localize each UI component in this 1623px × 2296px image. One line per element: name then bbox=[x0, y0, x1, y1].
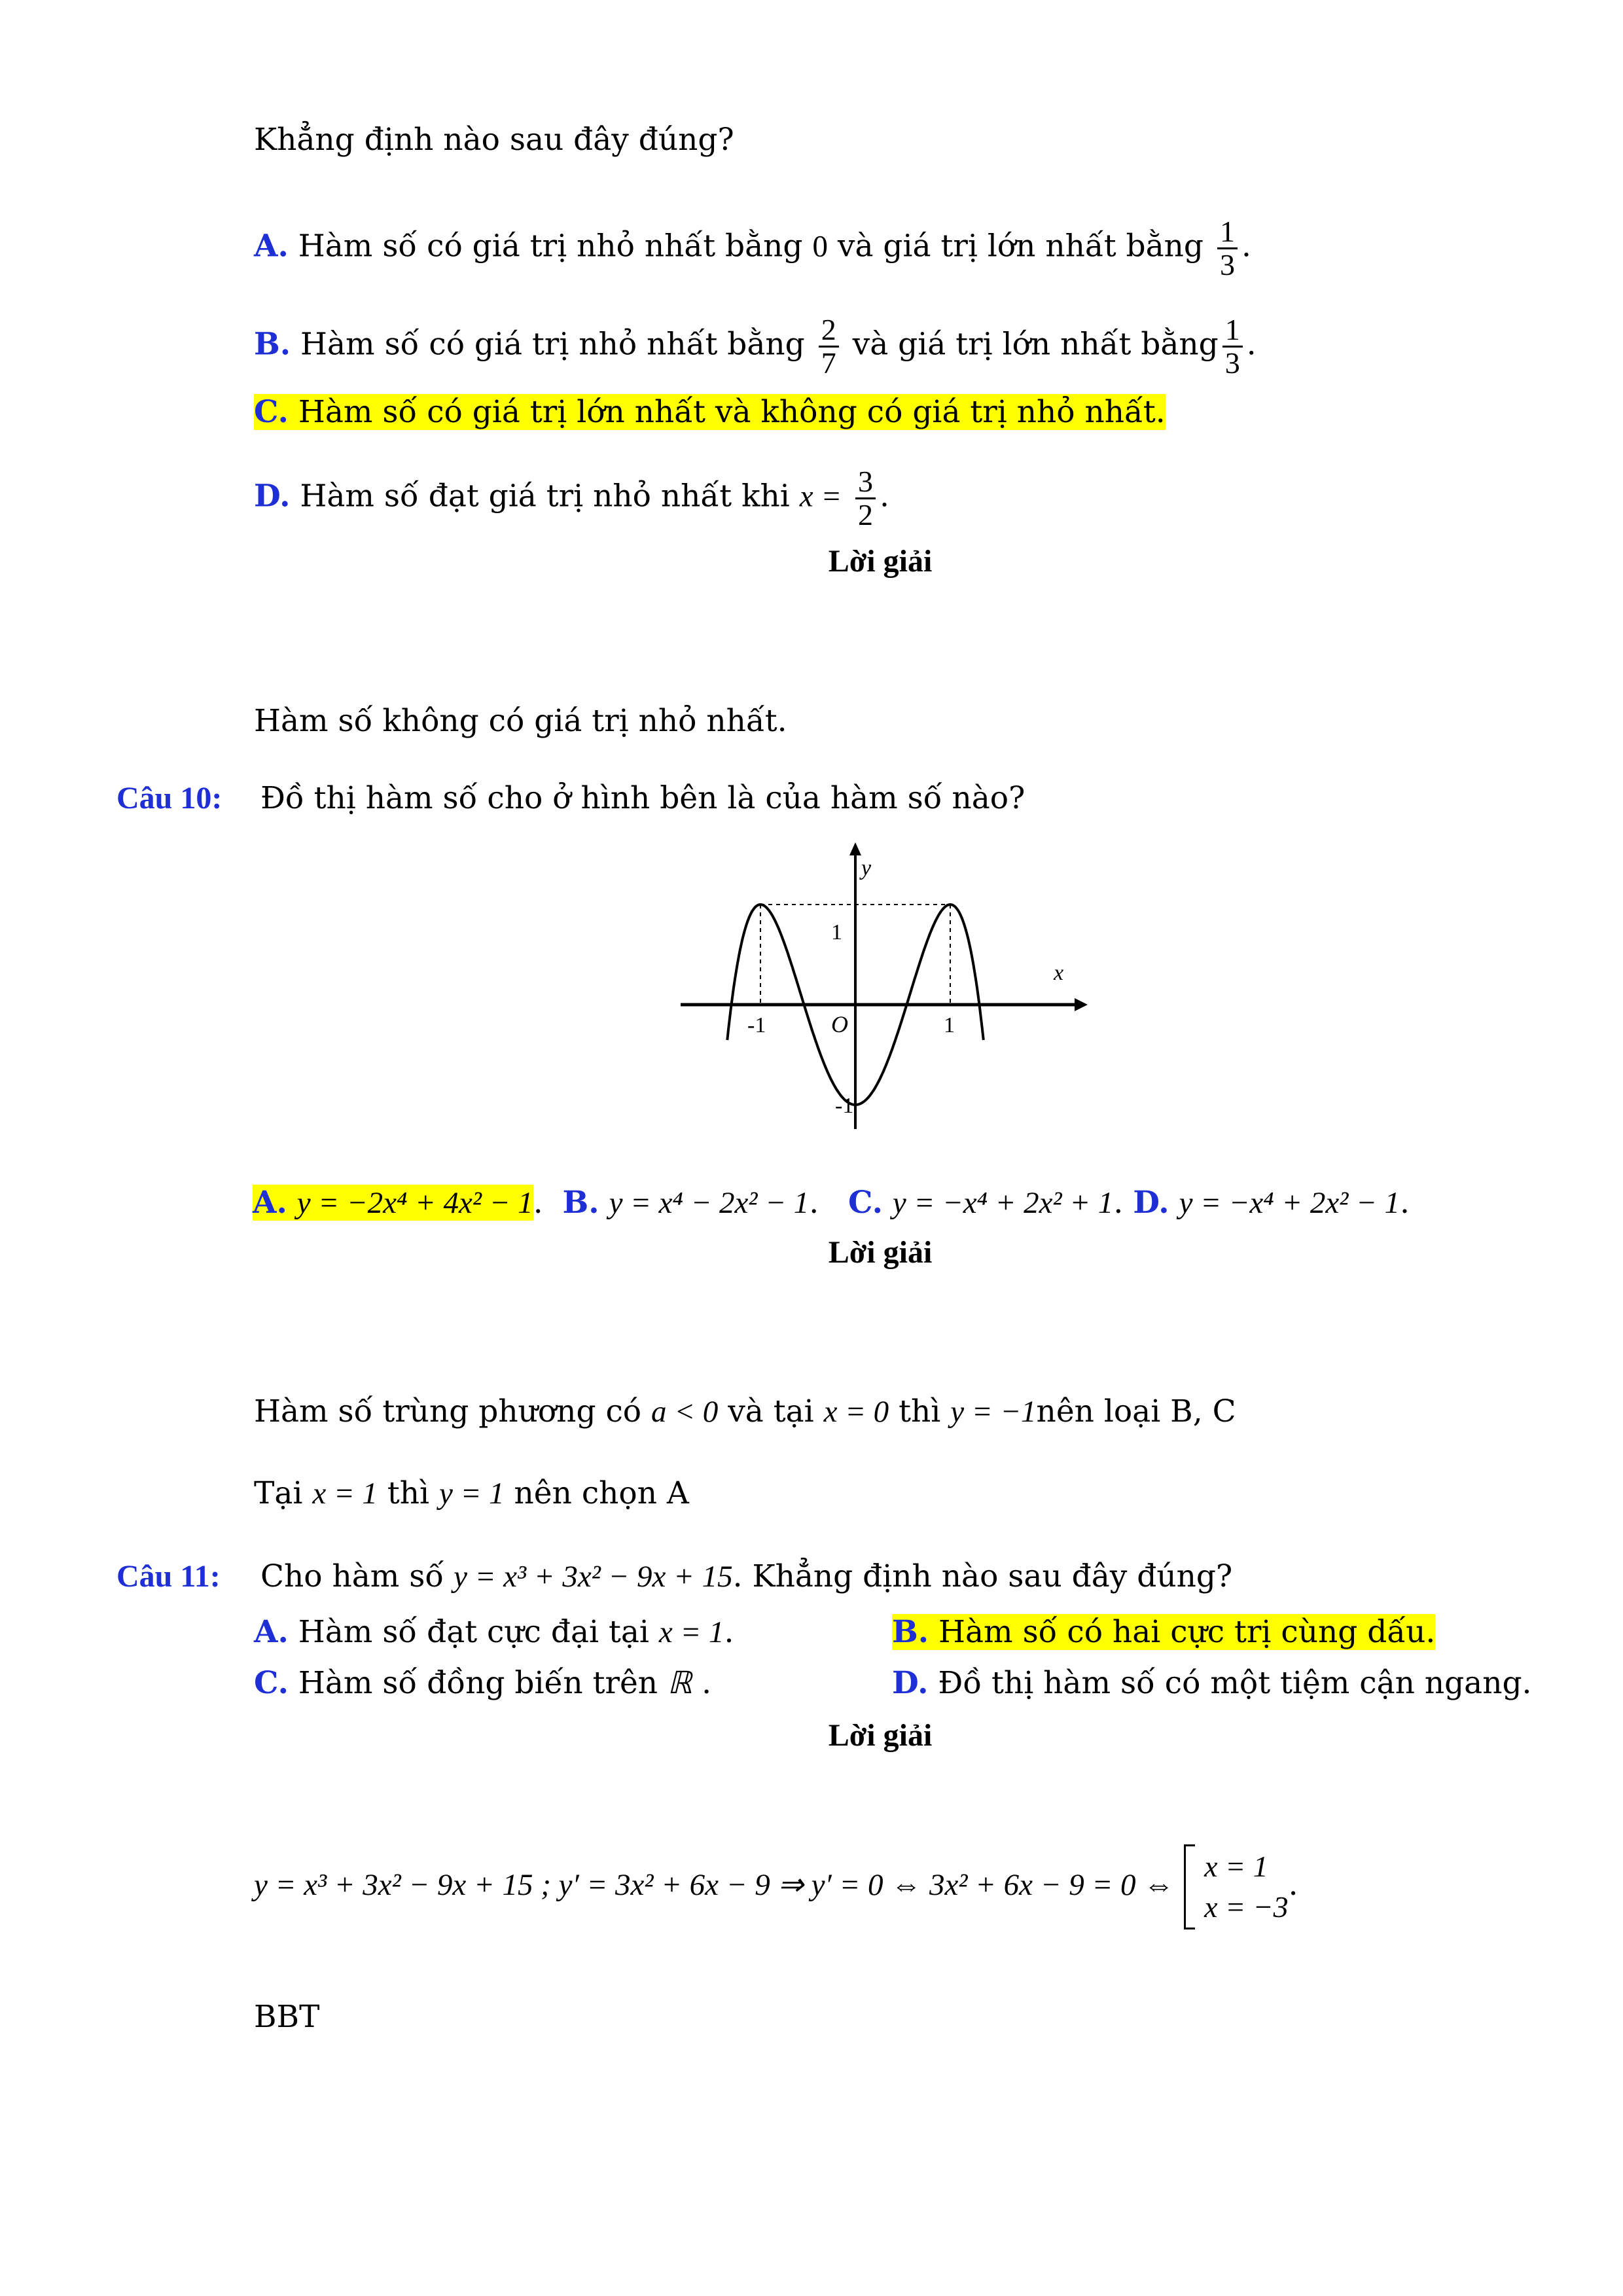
q11-case-2: x = −3 bbox=[1204, 1890, 1289, 1924]
q9-option-a[interactable]: A. Hàm số có giá trị nhỏ nhất bằng 0 và giá trị lớn nhất bằng $\frac{1}{3}$ . bbox=[254, 215, 1251, 281]
q11-prompt-pre: Cho hàm số bbox=[260, 1558, 454, 1594]
graph-y-label: y bbox=[861, 856, 872, 880]
graph-x-label: x bbox=[1054, 961, 1064, 985]
x-axis-arrow bbox=[1075, 998, 1088, 1011]
q11-solution-cases bbox=[1204, 1846, 1289, 1928]
q11-option-b-label: B. bbox=[892, 1614, 929, 1650]
q11-option-a[interactable]: A. Hàm số đạt cực đại tại x = 1. bbox=[254, 1614, 734, 1650]
q10-option-c-math: y = −x⁴ + 2x² + 1 bbox=[892, 1186, 1114, 1220]
q11-number: Câu 11: bbox=[116, 1559, 221, 1594]
q11-option-b[interactable] bbox=[892, 1611, 1435, 1653]
q9-solution-title: Lời giải bbox=[828, 544, 933, 579]
q9-prompt: Khẳng định nào sau đây đúng? bbox=[254, 122, 734, 158]
q9-option-d-text: Hàm số đạt giá trị nhỏ nhất khi bbox=[300, 478, 800, 514]
q9-option-c[interactable] bbox=[254, 391, 1166, 433]
q10-sol1-m3: y = −1 bbox=[950, 1395, 1037, 1429]
q9-solution-text: Hàm số không có giá trị nhỏ nhất. bbox=[254, 703, 787, 739]
q11-option-d-label: D. bbox=[892, 1665, 929, 1701]
q10-solution-title: Lời giải bbox=[828, 1235, 933, 1270]
q9-option-d-label: D. bbox=[254, 478, 291, 514]
q11-option-d[interactable] bbox=[892, 1662, 1532, 1704]
q11-prompt bbox=[260, 1556, 1232, 1598]
q11-option-b-text: Hàm số có hai cực trị cùng dấu. bbox=[938, 1614, 1436, 1650]
q9-option-b[interactable]: B. Hàm số có giá trị nhỏ nhất bằng $\frac{2}{7}$ và giá trị lớn nhất bằng $\frac{1}{3}$ . bbox=[254, 313, 1257, 380]
q10-option-a-label: A. bbox=[253, 1185, 287, 1221]
q10-sol1-m2: x = 0 bbox=[823, 1395, 889, 1429]
q11-option-a-label: A. bbox=[254, 1614, 289, 1650]
q11-option-c-text: Hàm số đồng biến trên bbox=[298, 1665, 668, 1701]
q9-option-a-text2: và giá trị lớn nhất bằng bbox=[837, 228, 1213, 264]
q11-option-a-math: x = 1 bbox=[658, 1615, 724, 1649]
q9-option-d[interactable]: D. Hàm số đạt giá trị nhỏ nhất khi x = $\frac{3}{2}$ . bbox=[254, 465, 889, 531]
q10-option-b-math: y = x⁴ − 2x² − 1 bbox=[609, 1186, 810, 1220]
q11-solution-title: Lời giải bbox=[828, 1718, 933, 1753]
y-axis-arrow bbox=[849, 842, 861, 855]
q10-sol2-m1: x = 1 bbox=[312, 1477, 378, 1511]
q10-sol2-t3: nên chọn A bbox=[504, 1475, 689, 1511]
q10-sol2-t1: Tại bbox=[254, 1475, 313, 1511]
q9-option-a-fraction: $\frac{1}{3}$ bbox=[1217, 216, 1238, 281]
q10-option-d-math: y = −x⁴ + 2x² − 1 bbox=[1179, 1186, 1400, 1220]
q10-option-a[interactable] bbox=[253, 1185, 533, 1221]
q9-option-b-text2: và giá trị lớn nhất bằng bbox=[852, 326, 1219, 363]
q9-option-b-fraction-max: $\frac{1}{3}$ bbox=[1222, 314, 1243, 379]
q10-number: Câu 10: bbox=[116, 781, 223, 816]
graph-x-tick-1: 1 bbox=[944, 1013, 955, 1037]
q10-sol1-t2: và tại bbox=[718, 1393, 824, 1429]
q9-option-b-fraction-min: $\frac{2}{7}$ bbox=[819, 314, 839, 379]
q9-option-d-var: x = bbox=[799, 479, 842, 514]
q9-option-a-zero: 0 bbox=[812, 229, 828, 264]
q10-options-row: A. y = −2x⁴ + 4x² − 1. B. y = x⁴ − 2x² − 1. C. y = −x⁴ + 2x² + 1. D. y = −x⁴ + 2x² − 1. bbox=[253, 1185, 1410, 1221]
q11-option-c[interactable]: C. Hàm số đồng biến trên ℝ . bbox=[254, 1665, 712, 1701]
q10-sol1-t3: thì bbox=[889, 1393, 951, 1429]
q10-option-d[interactable]: D. y = −x⁴ + 2x² − 1. bbox=[1133, 1185, 1410, 1221]
q10-solution-line1 bbox=[254, 1391, 1236, 1433]
q9-option-a-text1: Hàm số có giá trị nhỏ nhất bằng bbox=[298, 228, 813, 264]
q10-option-b-label: B. bbox=[562, 1185, 599, 1221]
q11-prompt-math: y = x³ + 3x² − 9x + 15 bbox=[454, 1560, 733, 1594]
q11-option-a-text: Hàm số đạt cực đại tại bbox=[298, 1614, 659, 1650]
q10-option-b[interactable]: B. y = x⁴ − 2x² − 1. bbox=[562, 1185, 819, 1221]
graph-y-tick-neg1: -1 bbox=[835, 1094, 854, 1118]
q11-option-c-label: C. bbox=[254, 1665, 289, 1701]
q11-bbt-label: BBT bbox=[254, 1999, 320, 2035]
q9-option-a-label: A. bbox=[254, 228, 289, 264]
graph-y-tick-1: 1 bbox=[831, 920, 842, 944]
q9-option-b-text1: Hàm số có giá trị nhỏ nhất bằng bbox=[300, 326, 815, 363]
q9-option-c-highlight bbox=[254, 394, 1166, 430]
q10-option-c-label: C. bbox=[848, 1185, 883, 1221]
q11-case-1: x = 1 bbox=[1204, 1850, 1268, 1883]
q11-option-c-math: ℝ bbox=[668, 1666, 692, 1700]
graph-x-tick-neg1: -1 bbox=[747, 1013, 766, 1037]
q9-option-b-label: B. bbox=[254, 326, 291, 363]
q11-solution-eq-main: y = x³ + 3x² − 9x + 15 ; y′ = 3x² + 6x − 9 ⇒ y′ = 0 ⇔ 3x² + 6x − 9 = 0 ⇔ bbox=[254, 1868, 1175, 1902]
q10-option-d-label: D. bbox=[1133, 1185, 1169, 1221]
q11-option-b-highlight bbox=[892, 1614, 1435, 1650]
q10-sol1-t4: nên loại B, C bbox=[1036, 1393, 1236, 1429]
q10-graph bbox=[674, 841, 1106, 1142]
system-bracket bbox=[1184, 1844, 1195, 1929]
q10-option-c[interactable]: C. y = −x⁴ + 2x² + 1. bbox=[848, 1185, 1124, 1221]
q11-option-d-text: Đồ thị hàm số có một tiệm cận ngang. bbox=[938, 1665, 1532, 1701]
q10-sol1-t1: Hàm số trùng phương có bbox=[254, 1393, 652, 1429]
q10-prompt: Đồ thị hàm số cho ở hình bên là của hàm số nào? bbox=[260, 780, 1026, 816]
q10-solution-line2 bbox=[254, 1473, 689, 1515]
q10-sol2-m2: y = 1 bbox=[439, 1477, 505, 1511]
q9-option-c-label: C. bbox=[254, 394, 289, 430]
q11-prompt-post: . Khẳng định nào sau đây đúng? bbox=[732, 1558, 1233, 1594]
q9-option-c-text: Hàm số có giá trị lớn nhất và không có giá trị nhỏ nhất. bbox=[298, 394, 1166, 430]
q10-option-a-math: y = −2x⁴ + 4x² − 1 bbox=[296, 1186, 533, 1220]
q11-solution-equation: y = x³ + 3x² − 9x + 15 ; y′ = 3x² + 6x − 9 ⇒ y′ = 0 ⇔ 3x² + 6x − 9 = 0 ⇔ x = 1 x = −3 . bbox=[254, 1839, 1298, 1931]
q9-option-d-fraction: $\frac{3}{2}$ bbox=[855, 466, 876, 531]
q10-sol1-m1: a < 0 bbox=[651, 1395, 719, 1429]
graph-origin-label: O bbox=[831, 1011, 848, 1037]
q10-sol2-t2: thì bbox=[377, 1475, 439, 1511]
